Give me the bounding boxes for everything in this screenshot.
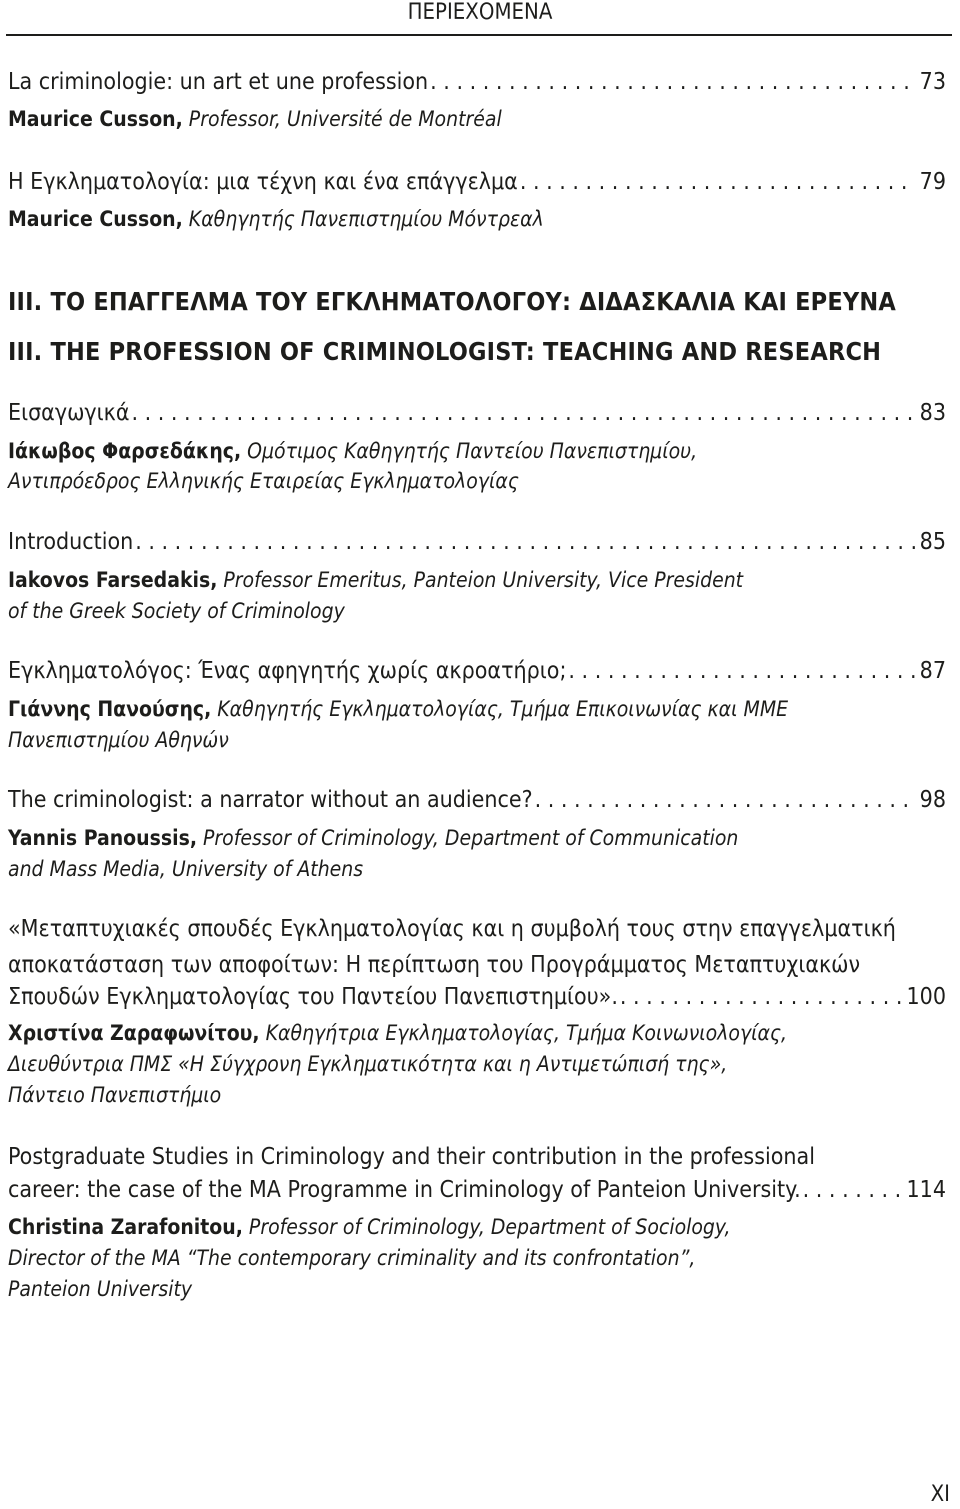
author-name: Maurice Cusson,	[8, 207, 183, 231]
toc-entry-title: Η Εγκληματολογία: μια τέχνη και ένα επάγγελμα	[8, 169, 518, 195]
toc-author	[8, 565, 948, 595]
toc-author	[8, 436, 948, 466]
toc-entry-title: Εγκληματολόγος: Ένας αφηγητής χωρίς ακροατήριο;	[8, 658, 567, 684]
author-affiliation: Professor Emeritus, Panteion University, Vice President	[217, 568, 744, 592]
section-heading-english: III. THE PROFESSION OF CRIMINOLOGIST: TEACHING AND RESEARCH	[8, 337, 882, 366]
author-affiliation: Διευθύντρια ΠΜΣ «Η Σύγχρονη Εγκληματικότητα και η Αντιμετώπισή της»,	[8, 1052, 728, 1076]
author-name: Christina Zarafonitou,	[8, 1215, 243, 1239]
toc-page-number: 83	[919, 400, 946, 426]
author-affiliation: Καθηγητής Πανεπιστημίου Μόντρεαλ	[182, 207, 544, 231]
author-name: Yannis Panoussis,	[8, 826, 197, 850]
dot-leader	[620, 982, 903, 1012]
author-affiliation: Καθηγητής Εγκληματολογίας, Τμήμα Επικοινωνίας και ΜΜΕ	[211, 697, 789, 721]
toc-author	[8, 694, 948, 724]
dot-leader	[135, 527, 915, 557]
toc-page-number: 79	[919, 169, 946, 195]
toc-entry[interactable]	[8, 67, 946, 97]
dot-leader	[131, 398, 915, 428]
header-title: ΠΕΡΙΕΧΟΜΕΝΑ	[407, 0, 553, 25]
toc-entry-title: The criminologist: a narrator without an audience?	[8, 787, 533, 813]
author-name: Iakovos Farsedakis,	[8, 568, 218, 592]
author-affiliation: Ομότιμος Καθηγητής Παντείου Πανεπιστημίου,	[241, 439, 698, 463]
page-header	[0, 0, 960, 26]
toc-page-number: 114	[906, 1177, 946, 1203]
toc-entry-title: Σπουδών Εγκληματολογίας του Παντείου Πανεπιστημίου».	[8, 984, 618, 1010]
toc-page-number: 85	[919, 529, 946, 555]
author-affiliation: Director of the MA “The contemporary criminality and its confrontation”,	[8, 1246, 696, 1270]
author-name: Χριστίνα Ζαραφωνίτου,	[8, 1021, 260, 1045]
author-name: Maurice Cusson,	[8, 107, 183, 131]
toc-author	[8, 823, 948, 853]
toc-entry-title: La criminologie: un art et une profession	[8, 69, 429, 95]
toc-author	[8, 104, 948, 134]
author-affiliation: Καθηγήτρια Εγκληματολογίας, Τμήμα Κοινωνιολογίας,	[259, 1021, 788, 1045]
toc-entry[interactable]	[8, 785, 946, 815]
toc-entry[interactable]	[8, 656, 946, 686]
section-heading-greek: III. ΤΟ ΕΠΑΓΓΕΛΜΑ ΤΟΥ ΕΓΚΛΗΜΑΤΟΛΟΓΟΥ: ΔΙΔΑΣΚΑΛΙΑ ΚΑΙ ΕΡΕΥΝΑ	[8, 287, 897, 316]
toc-entry[interactable]	[8, 982, 946, 1012]
author-affiliation: Αντιπρόεδρος Ελληνικής Εταιρείας Εγκληματολογίας	[8, 469, 519, 493]
author-affiliation: and Mass Media, University of Athens	[8, 857, 364, 881]
toc-page-number: 100	[906, 984, 946, 1010]
author-affiliation: Πάντειο Πανεπιστήμιο	[8, 1083, 222, 1107]
toc-entry-title[interactable]: Postgraduate Studies in Criminology and their contribution in the professional	[8, 1144, 815, 1170]
toc-entry[interactable]	[8, 527, 946, 557]
author-affiliation: of the Greek Society of Criminology	[8, 599, 345, 623]
header-divider	[6, 34, 952, 36]
author-affiliation: Professor, Université de Montréal	[182, 107, 502, 131]
author-affiliation: Professor of Criminology, Department of Sociology,	[242, 1215, 731, 1239]
author-affiliation: Professor of Criminology, Department of Communication	[197, 826, 739, 850]
dot-leader	[520, 167, 916, 197]
toc-page-number: 73	[919, 69, 946, 95]
author-name: Γιάννης Πανούσης,	[8, 697, 212, 721]
dot-leader	[803, 1175, 903, 1205]
author-affiliation: Panteion University	[8, 1277, 193, 1301]
toc-page-number: 98	[919, 787, 946, 813]
dot-leader	[535, 785, 916, 815]
toc-author	[8, 204, 948, 234]
toc-entry[interactable]	[8, 1175, 946, 1205]
toc-entry-title: career: the case of the MA Programme in Criminology of Panteion University.	[8, 1177, 801, 1203]
page-folio: XI	[930, 1482, 950, 1507]
toc-entry-title[interactable]: «Μεταπτυχιακές σπουδές Εγκληματολογίας και η συμβολή τους στην επαγγελματική	[8, 916, 896, 942]
toc-entry-title: Introduction	[8, 529, 134, 555]
dot-leader	[568, 656, 915, 686]
toc-entry-title[interactable]: αποκατάσταση των αποφοίτων: Η περίπτωση του Προγράμματος Μεταπτυχιακών	[8, 952, 861, 978]
toc-page-number: 87	[919, 658, 946, 684]
author-affiliation: Πανεπιστημίου Αθηνών	[8, 728, 229, 752]
author-name: Ιάκωβος Φαρσεδάκης,	[8, 439, 242, 463]
toc-entry-title: Εισαγωγικά	[8, 400, 130, 426]
dot-leader	[430, 67, 916, 97]
toc-entry[interactable]	[8, 398, 946, 428]
toc-author	[8, 1018, 948, 1048]
toc-entry[interactable]	[8, 167, 946, 197]
toc-author	[8, 1212, 948, 1242]
